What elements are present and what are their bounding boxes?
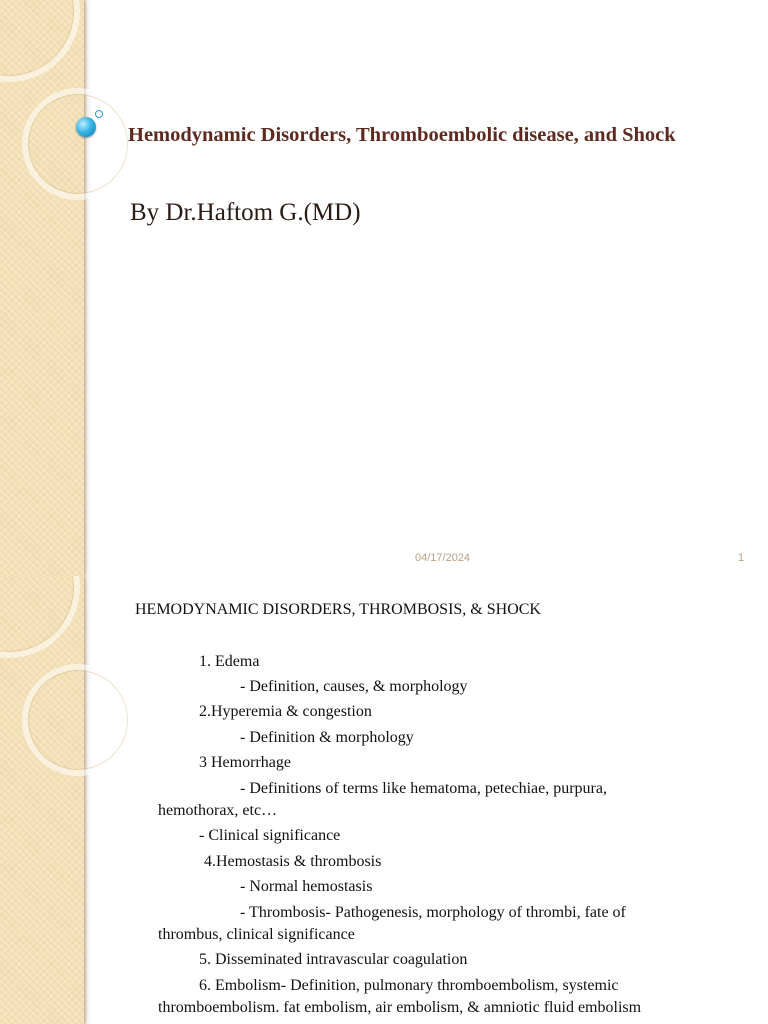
outline-item: 4.Hemostasis & thrombosis <box>204 853 382 870</box>
decorative-ring-middle <box>22 664 134 776</box>
outline-subitem-continued: thrombus, clinical significance <box>158 926 355 943</box>
panel-edge-shadow <box>84 0 87 576</box>
outline-subitem-continued: hemothorax, etc… <box>158 802 278 819</box>
outline-subitem: - Normal hemostasis <box>240 878 373 895</box>
outline-item: 3 Hemorrhage <box>199 754 291 771</box>
slide-title: Hemodynamic Disorders, Thromboembolic disease, and Shock <box>128 124 676 146</box>
outline-subitem: - Clinical significance <box>199 827 341 844</box>
outline-subitem: - Definitions of terms like hematoma, petechiae, purpura, <box>240 780 607 797</box>
outline-item: 1. Edema <box>199 653 260 670</box>
slide-2 <box>0 576 768 1024</box>
panel-edge-shadow <box>84 576 87 1024</box>
decorative-side-panel <box>0 0 84 576</box>
slide-date: 04/17/2024 <box>415 552 471 564</box>
outline-subitem: - Thrombosis- Pathogenesis, morphology of thrombi, fate of <box>240 904 626 921</box>
outline-subitem: - Definition, causes, & morphology <box>240 678 468 695</box>
slide-subtitle-author: By Dr.Haftom G.(MD) <box>130 199 361 226</box>
outline-item: 5. Disseminated intravascular coagulation <box>199 951 468 968</box>
outline-heading: HEMODYNAMIC DISORDERS, THROMBOSIS, & SHOCK <box>135 601 541 618</box>
outline-item-continued: thromboembolism. fat embolism, air embolism, & amniotic fluid embolism <box>158 999 642 1016</box>
slide-page-number: 1 <box>738 552 745 564</box>
outline-item: 2.Hyperemia & congestion <box>199 703 372 720</box>
outline-subitem: - Definition & morphology <box>240 729 414 746</box>
outline-item: 6. Embolism- Definition, pulmonary thromboembolism, systemic <box>199 977 619 994</box>
small-bead-icon <box>95 110 103 118</box>
blue-bead-icon <box>76 117 96 137</box>
decorative-ring-middle <box>22 88 134 200</box>
